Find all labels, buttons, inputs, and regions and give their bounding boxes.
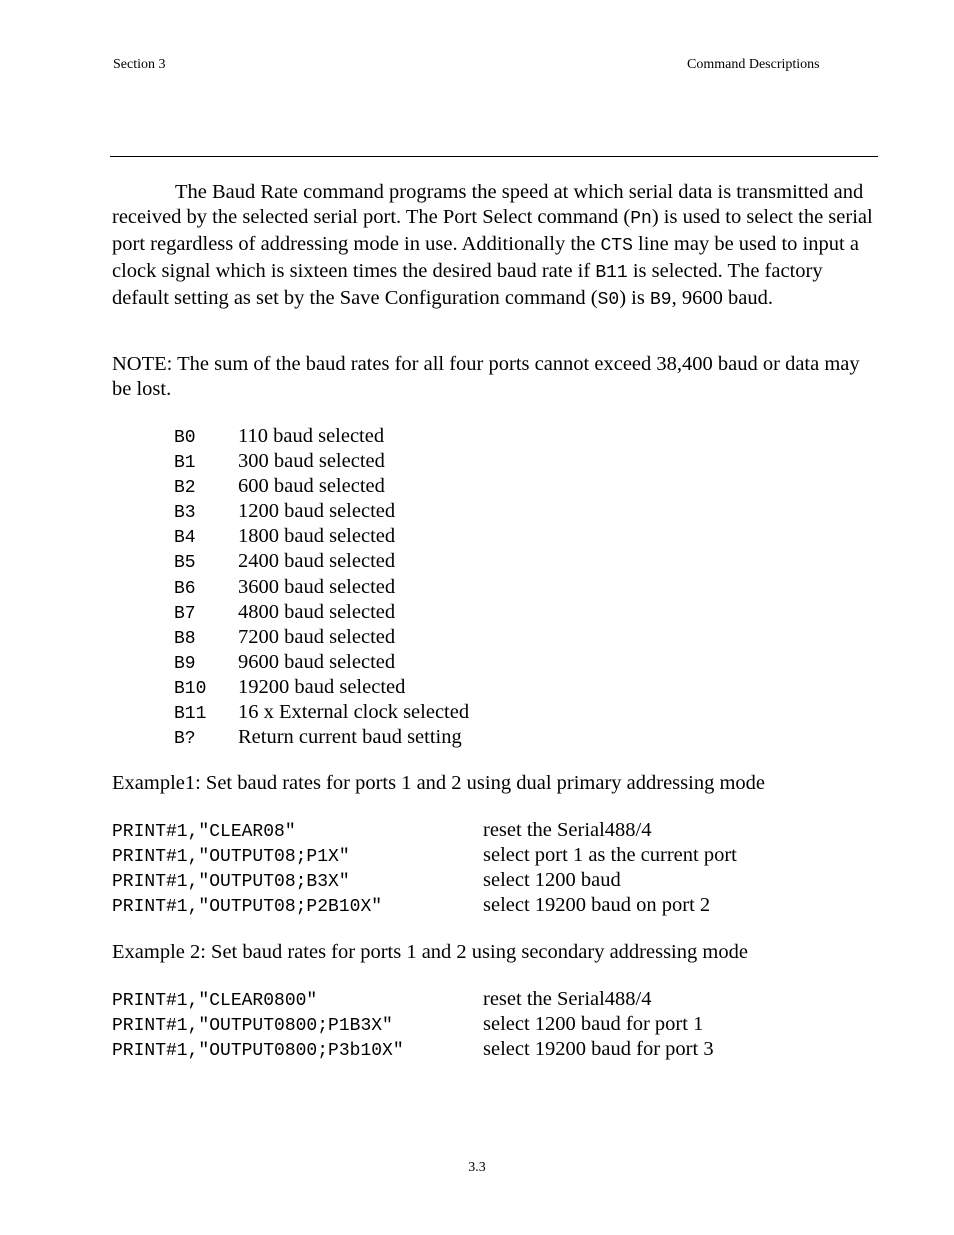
code-line xyxy=(112,868,737,893)
baud-code: B6 xyxy=(174,578,196,599)
code-command: PRINT#1,"OUTPUT0800;P1B3X" xyxy=(112,1016,393,1036)
baud-description: 7200 baud selected xyxy=(238,625,396,648)
baud-rate-row xyxy=(174,474,469,499)
baud-description: 4800 baud selected xyxy=(238,600,396,623)
code-line xyxy=(112,843,737,868)
baud-code: B2 xyxy=(174,478,196,499)
intro-text: , 9600 baud. xyxy=(671,287,773,309)
intro-paragraph xyxy=(112,180,882,313)
intro-code: Pn xyxy=(630,209,652,229)
intro-code: B9 xyxy=(649,290,672,310)
code-comment: select 19200 baud for port 3 xyxy=(483,1038,714,1060)
example-2-title: Example 2: Set baud rates for ports 1 and 2 using secondary addressing mode xyxy=(112,941,748,963)
code-comment: reset the Serial488/4 xyxy=(483,819,652,841)
baud-description: 9600 baud selected xyxy=(238,650,396,673)
baud-rate-row xyxy=(174,625,469,650)
note-paragraph: NOTE: The sum of the baud rates for all four ports cannot exceed 38,400 baud or data may be lost. xyxy=(112,353,860,400)
baud-code: B4 xyxy=(174,528,196,549)
code-comment: select 19200 baud on port 2 xyxy=(483,894,711,916)
baud-description: 1200 baud selected xyxy=(238,500,396,523)
code-line xyxy=(112,1037,714,1062)
baud-code: B? xyxy=(174,729,196,750)
baud-code: B7 xyxy=(174,603,196,624)
baud-rate-row xyxy=(174,424,469,449)
intro-text: The Baud Rate command programs the speed at which serial data is transmitted and received by the selected serial port. The Port Select command ( xyxy=(112,181,864,228)
baud-rate-list xyxy=(174,424,469,750)
baud-code: B1 xyxy=(174,453,196,474)
baud-rate-row xyxy=(174,499,469,524)
baud-description: 300 baud selected xyxy=(238,450,385,473)
code-line xyxy=(112,818,737,843)
baud-description: 600 baud selected xyxy=(238,475,385,498)
intro-code: CTS xyxy=(600,236,633,256)
code-comment: select 1200 baud for port 1 xyxy=(483,1013,704,1035)
baud-code: B10 xyxy=(174,678,207,699)
baud-description: 110 baud selected xyxy=(238,425,385,447)
example-2-code xyxy=(112,987,714,1062)
baud-code: B8 xyxy=(174,628,196,649)
code-command: PRINT#1,"OUTPUT08;P1X" xyxy=(112,847,350,867)
section-header: Section 3 xyxy=(113,57,166,72)
baud-rate-row xyxy=(174,650,469,675)
example-1-code xyxy=(112,818,737,918)
baud-rate-row xyxy=(174,600,469,625)
code-command: PRINT#1,"OUTPUT0800;P3b10X" xyxy=(112,1041,404,1061)
baud-code: B3 xyxy=(174,503,196,524)
intro-code: S0 xyxy=(597,290,620,310)
page-number: 3.3 xyxy=(468,1160,486,1175)
baud-code: B5 xyxy=(174,553,196,574)
baud-description: 2400 baud selected xyxy=(238,550,396,573)
baud-rate-row xyxy=(174,524,469,549)
code-command: PRINT#1,"OUTPUT08;B3X" xyxy=(112,872,350,892)
baud-description: 19200 baud selected xyxy=(238,675,406,698)
intro-text: is selected. The factory default setting as set by the Save Configuration command ( xyxy=(112,260,823,309)
intro-text: ) is used to select the serial port regardless of addressing mode in use. Additionally the xyxy=(112,206,873,255)
baud-description: 1800 baud selected xyxy=(238,525,396,548)
code-command: PRINT#1,"OUTPUT08;P2B10X" xyxy=(112,897,383,917)
baud-rate-row xyxy=(174,449,469,474)
baud-code: B11 xyxy=(174,704,207,725)
baud-description: 16 x External clock selected xyxy=(238,701,470,724)
code-comment: reset the Serial488/4 xyxy=(483,988,652,1010)
baud-rate-row xyxy=(174,725,469,750)
baud-rate-row xyxy=(174,700,469,725)
baud-rate-row xyxy=(174,575,469,600)
baud-code: B0 xyxy=(174,428,196,448)
code-command: PRINT#1,"CLEAR08" xyxy=(112,822,296,842)
header-divider xyxy=(110,156,878,157)
code-comment: select port 1 as the current port xyxy=(483,844,737,866)
code-command: PRINT#1,"CLEAR0800" xyxy=(112,991,318,1011)
intro-text: line may be used to input a clock signal which is sixteen times the desired baud rate if xyxy=(112,233,859,282)
code-line xyxy=(112,893,737,918)
intro-text: ) is xyxy=(619,287,650,309)
chapter-header: Command Descriptions xyxy=(687,57,820,72)
baud-description: Return current baud setting xyxy=(238,726,462,749)
baud-rate-row xyxy=(174,549,469,574)
code-line xyxy=(112,1012,714,1037)
baud-description: 3600 baud selected xyxy=(238,575,396,598)
code-comment: select 1200 baud xyxy=(483,869,621,891)
baud-code: B9 xyxy=(174,653,196,674)
code-line xyxy=(112,987,714,1012)
example-1-title: Example1: Set baud rates for ports 1 and 2 using dual primary addressing mode xyxy=(112,772,766,794)
baud-rate-row xyxy=(174,675,469,700)
intro-code: B11 xyxy=(595,263,628,283)
